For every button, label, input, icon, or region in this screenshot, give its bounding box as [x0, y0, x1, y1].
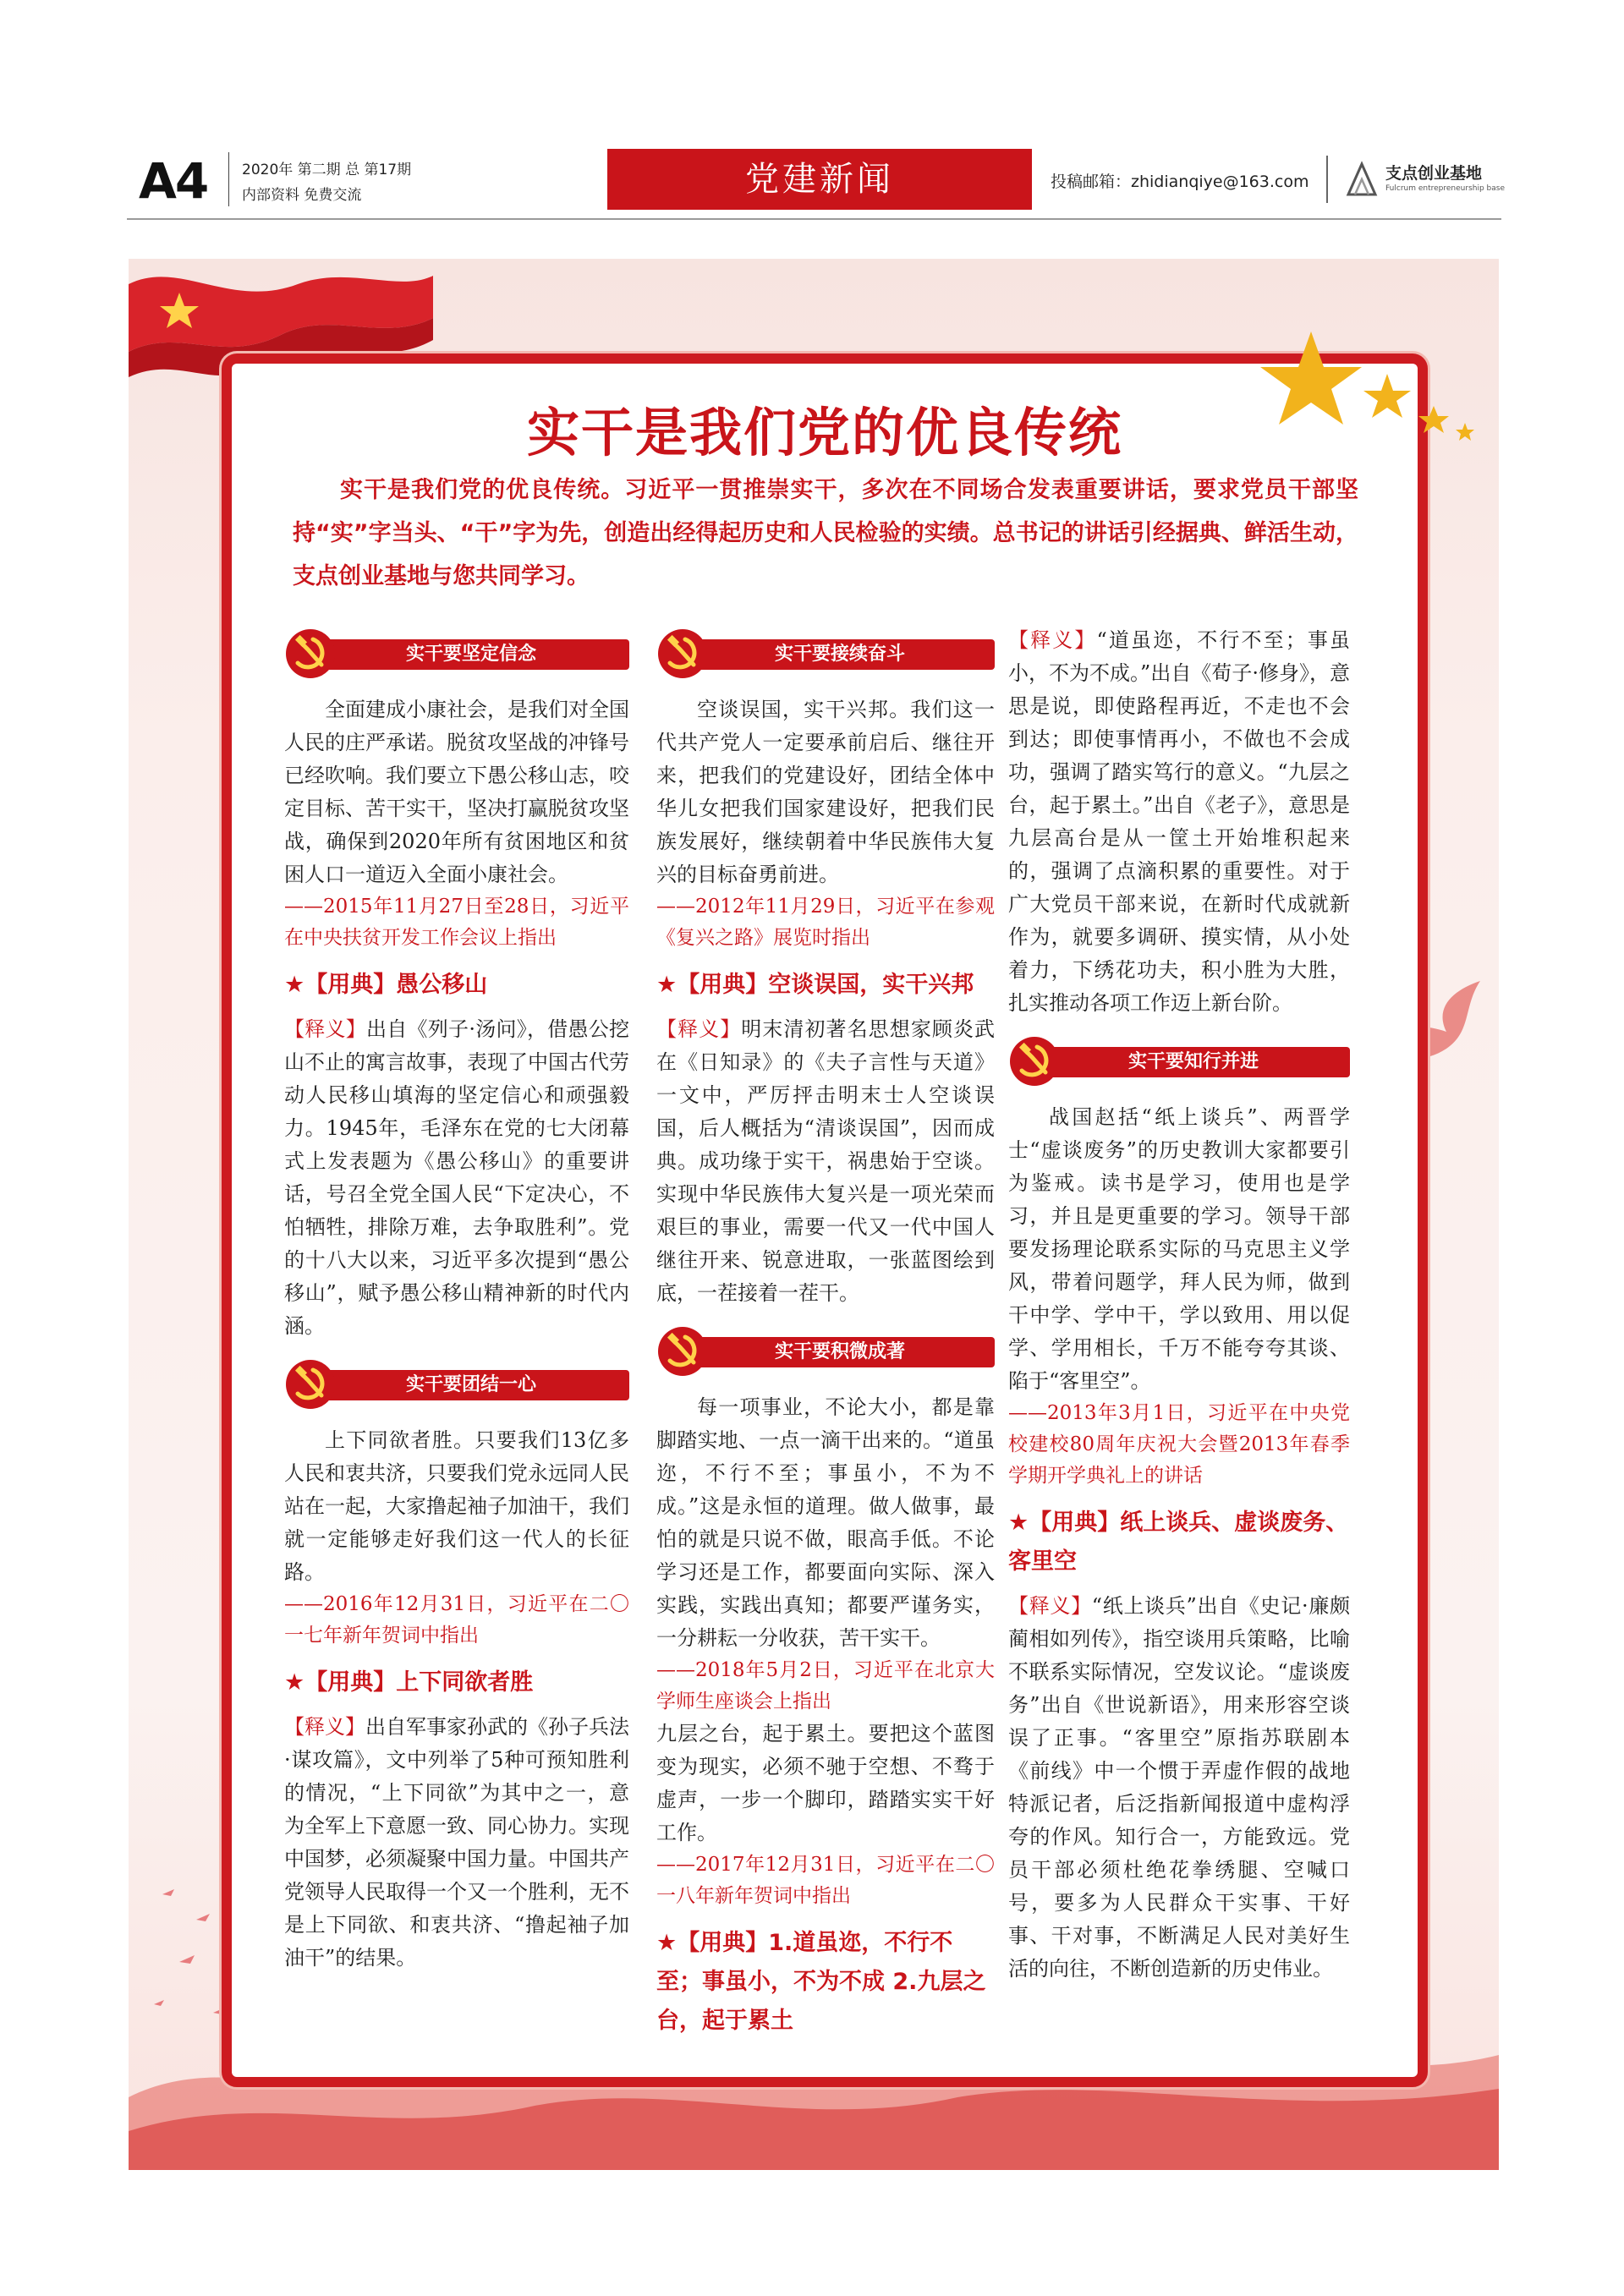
- section-heading-label: 实干要接续奋斗: [685, 639, 995, 670]
- column-2: [656, 624, 995, 2049]
- page-header: [127, 149, 1505, 220]
- article-title: 实干是我们党的优良传统: [526, 402, 1122, 463]
- quote-source-2: ——2017年12月31日，习近平在二〇一八年新年贺词中指出: [656, 1854, 995, 1907]
- section-body: 上下同欲者胜。只要我们13亿多人民和衷共济，只要我们党永远同人民站在一起，大家撸起袖子加油干，我们就一定能够走好我们这一代人的长征路。: [284, 1428, 629, 1584]
- explanation-label: 【释义】: [1008, 628, 1097, 652]
- allusion-heading: ★【用典】愚公移山: [284, 972, 488, 998]
- quote-source: ——2012年11月29日，习近平在参观《复兴之路》展览时指出: [656, 896, 995, 949]
- explanation-label: 【释义】: [284, 1017, 367, 1041]
- fulcrum-logo-icon: [1345, 161, 1379, 196]
- section-body: 全面建成小康社会，是我们对全国人民的庄严承诺。脱贫攻坚战的冲锋号已经吹响。我们要立下愚公移山志，咬定目标、苦干实干，坚决打赢脱贫攻坚战，确保到2020年所有贫困地区和贫困人口一道迈入全面小康社会。: [284, 698, 629, 886]
- section-heading: [656, 627, 995, 673]
- column-1: [284, 624, 629, 1975]
- hammer-sickle-icon: [656, 627, 709, 680]
- allusion-heading: ★【用典】空谈误国，实干兴邦: [656, 972, 974, 998]
- section-heading-label: 实干要知行并进: [1037, 1047, 1350, 1077]
- explanation-text: “纸上谈兵”出自《史记·廉颇蔺相如列传》，指空谈用兵策略，比喻不联系实际情况，空发议论。“虚谈废务”出自《世说新语》，用来形容空谈误了正事。“客里空”原指苏联剧本《前线》中一个惯于弄虚作假的战地特派记者，后泛指新闻报道中虚构浮夸的作风。知行合一，方能致远。党员干部必须杜绝花拳绣腿、空喊口号，要多为人民群众干实事、干好事、干对事，不断满足人民对美好生活的向往，不断创造新的历史伟业。: [1008, 1594, 1351, 1981]
- allusion-heading: ★【用典】上下同欲者胜: [284, 1669, 534, 1696]
- section-heading-label: 实干要团结一心: [313, 1370, 629, 1400]
- section-heading: [284, 627, 629, 673]
- section-heading: [1008, 1035, 1350, 1081]
- section-heading-label: 实干要积微成著: [685, 1337, 995, 1367]
- section-body-2: 九层之台，起于累土。要把这个蓝图变为现实，必须不驰于空想、不骛于虚声，一步一个脚印，踏踏实实干好工作。: [656, 1722, 995, 1844]
- explanation-text: “道虽迩，不行不至；事虽小，不为不成。”出自《荀子·修身》，意思是说，即使路程再近，不走也不会到达；即使事情再小，不做也不会成功，强调了踏实笃行的意义。“九层之台，起于累土。”出自《老子》，意思是九层高台是从一筐土开始堆积起来的，强调了点滴积累的重要性。对于广大党员干部来说，在新时代成就新作为，就要多调研、摸实情，从小处着力，下绣花功夫，积小胜为大胜，扎实推动各项工作迈上新台阶。: [1008, 628, 1350, 1015]
- hammer-sickle-icon: [656, 1325, 709, 1378]
- section-heading: [284, 1358, 629, 1404]
- explanation-text: 出自军事家孙武的《孙子兵法·谋攻篇》，文中列举了5种可预知胜利的情况，“上下同欲”为其中之一，意为全军上下意愿一致、同心协力。实现中国梦，必须凝聚中国力量。中国共产党领导人民取得一个又一个胜利，无不是上下同欲、和衷共济、“撸起袖子加油干”的结果。: [284, 1715, 629, 1970]
- issue-info: 2020年 第二期 总 第17期: [242, 162, 412, 178]
- section-body: 每一项事业，不论大小，都是靠脚踏实地、一点一滴干出来的。“道虽迩，不行不至；事虽小，不为不成。”这是永恒的道理。做人做事，最怕的就是只说不做，眼高手低。不论学习还是工作，都要面向实际、深入实践，实践出真知；都要严谨务实，一分耕耘一分收获，苦干实干。: [656, 1395, 995, 1650]
- page-number: A4: [139, 152, 208, 210]
- quote-source: ——2018年5月2日，习近平在北京大学师生座谈会上指出: [656, 1659, 995, 1712]
- article-intro: 实干是我们党的优良传统。习近平一贯推崇实干，多次在不同场合发表重要讲话，要求党员干部坚持“实”字当头、“干”字为先，创造出经得起历史和人民检验的实绩。总书记的讲话引经据典、鲜活生动，支点创业基地与您共同学习。: [293, 477, 1358, 589]
- quote-source: ——2013年3月1日，习近平在中央党校建校80周年庆祝大会暨2013年春季学期开学典礼上的讲话: [1008, 1402, 1350, 1487]
- section-title: 党建新闻: [607, 149, 1032, 210]
- section-body: 战国赵括“纸上谈兵”、两晋学士“虚谈废务”的历史教训大家都要引为鉴戒。读书是学习，使用也是学习，并且是更重要的学习。领导干部要发扬理论联系实际的马克思主义学风，带着问题学，拜人民为师，做到干中学、学中干，学以致用、用以促学、学用相长，千万不能夸夸其谈、陷于“客里空”。: [1008, 1105, 1350, 1393]
- quote-source: ——2016年12月31日，习近平在二〇一七年新年贺词中指出: [284, 1593, 629, 1647]
- section-heading-label: 实干要坚定信念: [313, 639, 629, 670]
- column-3: [1008, 624, 1350, 1986]
- explanation-label: 【释义】: [656, 1017, 742, 1041]
- explanation-text: 明末清初著名思想家顾炎武在《日知录》的《夫子言性与天道》一文中，严厉抨击明末士人空谈误国，后人概括为“清谈误国”，因而成典。成功缘于实干，祸患始于空谈。实现中华民族伟大复兴是一项光荣而艰巨的事业，需要一代又一代中国人继往开来、锐意进取，一张蓝图绘到底，一茬接着一茬干。: [656, 1017, 996, 1305]
- submission-email: 投稿邮箱：zhidianqiye@163.com: [1051, 173, 1309, 191]
- header-divider-right: [1326, 156, 1328, 203]
- header-divider: [228, 152, 229, 206]
- section-heading: [656, 1325, 995, 1371]
- explanation-label: 【释义】: [284, 1715, 365, 1739]
- allusion-heading: ★【用典】1.道虽迩，不行不至；事虽小，不为不成 2.九层之台，起于累土: [656, 1930, 986, 2034]
- explanation-label: 【释义】: [1008, 1594, 1092, 1618]
- quote-source: ——2015年11月27日至28日，习近平在中央扶贫开发工作会议上指出: [284, 896, 629, 949]
- hammer-sickle-icon: [284, 1358, 337, 1411]
- section-body: 空谈误国，实干兴邦。我们这一代共产党人一定要承前启后、继往开来，把我们的党建设好，团结全体中华儿女把我们国家建设好，把我们民族发展好，继续朝着中华民族伟大复兴的目标奋勇前进。: [656, 698, 995, 886]
- logo-name: 支点创业基地: [1385, 164, 1483, 183]
- circulation-note: 内部资料 免费交流: [242, 187, 362, 204]
- logo-english: Fulcrum entrepreneurship base: [1385, 184, 1505, 193]
- hammer-sickle-icon: [284, 627, 337, 680]
- hammer-sickle-icon: [1008, 1035, 1061, 1088]
- explanation-text: 出自《列子·汤问》，借愚公挖山不止的寓言故事，表现了中国古代劳动人民移山填海的坚定信心和顽强毅力。1945年，毛泽东在党的七大闭幕式上发表题为《愚公移山》的重要讲话，号召全党全国人民“下定决心，不怕牺牲，排除万难，去争取胜利”。党的十八大以来，习近平多次提到“愚公移山”，赋予愚公移山精神新的时代内涵。: [284, 1017, 629, 1338]
- allusion-heading: ★【用典】纸上谈兵、虚谈废务、客里空: [1008, 1510, 1349, 1575]
